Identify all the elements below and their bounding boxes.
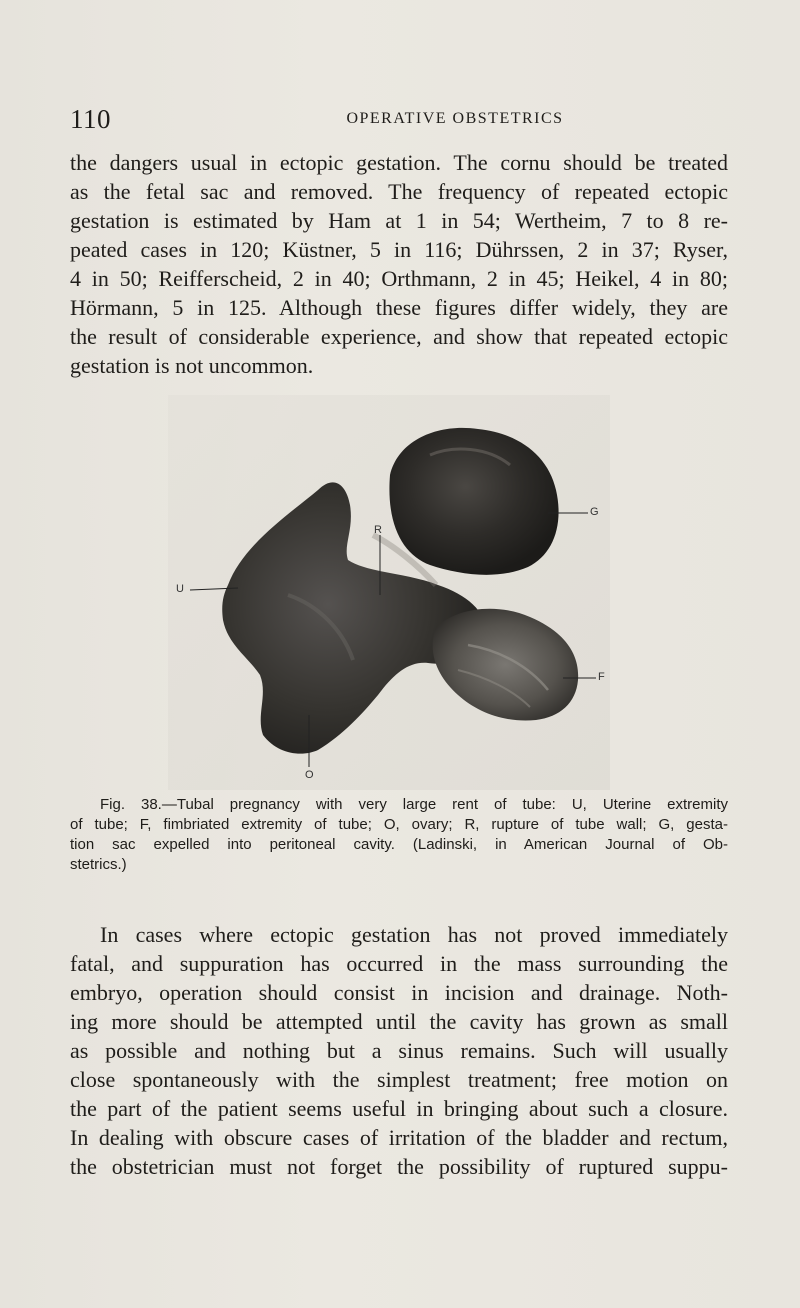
caption-line: Fig. 38.—Tubal pregnancy with very large rent of tube: U, Uterine extremity — [100, 796, 728, 813]
figure-label-u: U — [176, 583, 184, 595]
running-head — [70, 104, 730, 138]
text-line: the obstetrician must not forget the possibility of ruptured suppu- — [70, 1154, 728, 1179]
text-line: as possible and nothing but a sinus remains. Such will usually — [70, 1038, 728, 1063]
text-line: peated cases in 120; Küstner, 5 in 116; Dührssen, 2 in 37; Ryser, — [70, 237, 728, 262]
text-line: as the fetal sac and removed. The frequency of repeated ectopic — [70, 179, 728, 204]
figure-38-specimen-photo — [168, 395, 610, 790]
text-line: ing more should be attempted until the cavity has grown as small — [70, 1009, 728, 1034]
figure-label-r: R — [374, 524, 382, 536]
text-line: embryo, operation should consist in incision and drainage. Noth- — [70, 980, 728, 1005]
caption-line: tion sac expelled into peritoneal cavity. (Ladinski, in American Journal of Ob- — [70, 836, 728, 853]
page-number: 110 — [70, 104, 111, 134]
figure-label-o: O — [305, 769, 314, 781]
text-line: In dealing with obscure cases of irritation of the bladder and rectum, — [70, 1125, 728, 1150]
text-line: 4 in 50; Reifferscheid, 2 in 40; Orthmann, 2 in 45; Heikel, 4 in 80; — [70, 266, 728, 291]
paragraph-1 — [70, 148, 728, 380]
text-line: Hörmann, 5 in 125. Although these figures differ widely, they are — [70, 295, 728, 320]
text-line: In cases where ectopic gestation has not proved immediately — [100, 922, 728, 947]
text-line: close spontaneously with the simplest treatment; free motion on — [70, 1067, 728, 1092]
text-line: gestation is not uncommon. — [70, 353, 314, 378]
caption-line: stetrics.) — [70, 856, 127, 873]
paragraph-2 — [70, 920, 728, 1181]
figure-caption — [70, 795, 728, 875]
running-title: OPERATIVE OBSTETRICS — [346, 110, 564, 127]
text-line: the result of considerable experience, and show that repeated ectopic — [70, 324, 728, 349]
figure-label-g: G — [590, 506, 599, 518]
text-line: the dangers usual in ectopic gestation. The cornu should be treated — [70, 150, 728, 175]
caption-line: of tube; F, fimbriated extremity of tube; O, ovary; R, rupture of tube wall; G, gesta- — [70, 816, 728, 833]
text-line: gestation is estimated by Ham at 1 in 54; Wertheim, 7 to 8 re- — [70, 208, 728, 233]
text-line: fatal, and suppuration has occurred in the mass surrounding the — [70, 951, 728, 976]
specimen-illustration — [168, 395, 610, 790]
text-line: the part of the patient seems useful in bringing about such a closure. — [70, 1096, 728, 1121]
figure-label-f: F — [598, 671, 605, 683]
